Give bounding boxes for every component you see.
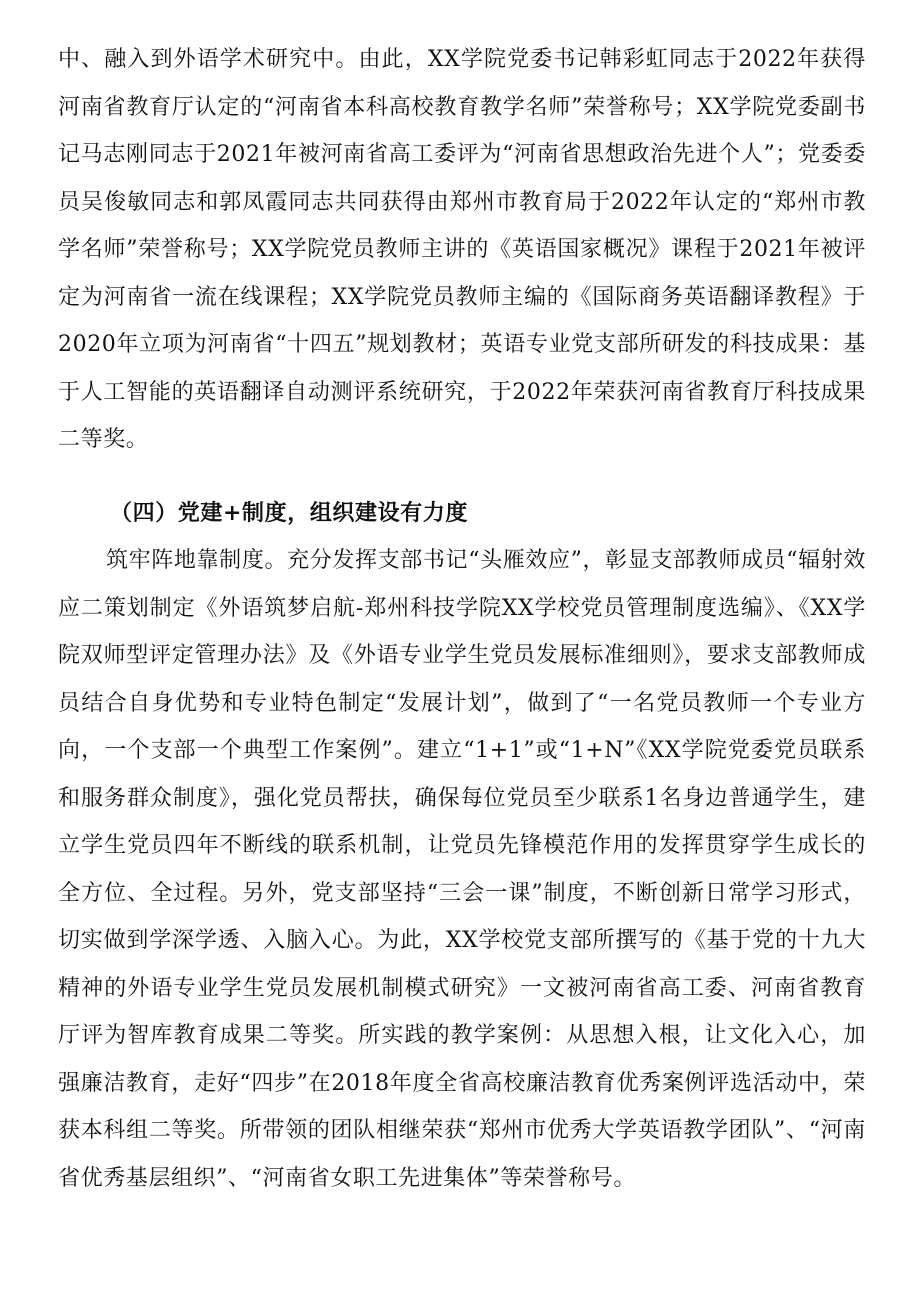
section-heading: （四）党建+制度，组织建设有力度 <box>110 500 469 526</box>
body-paragraph-1: 中、融入到外语学术研究中。由此，XX学院党委书记韩彩虹同志于2022年获得河南省教育厅认定的“河南省本科高校教育教学名师”荣誉称号；XX学院党委副书记马志刚同志于2021年被河南省高工委评为“河南省思想政治先进个人”；党委委员吴俊敏同志和郭凤霞同志共同获得由郑州市教育局于2022年认定的“郑州市教学名师”荣誉称号；XX学院党员教师主讲的《英语国家概况》课程于2021年被评定为河南省一流在线课程；XX学院党员教师主编的《国际商务英语翻译教程》于2020年立项为河南省“十四五”规划教材；英语专业党支部所研发的科技成果：基于人工智能的英语翻译自动测评系统研究，于2022年荣获河南省教育厅科技成果二等奖。 <box>58 47 866 452</box>
body-paragraph-2: 筑牢阵地靠制度。充分发挥支部书记“头雁效应”，彰显支部教师成员“辐射效应二策划制定《外语筑梦启航-郑州科技学院XX学校党员管理制度选编》、《XX学院双师型评定管理办法》及《外语专业学生党员发展标准细则》，要求支部教师成员结合自身优势和专业特色制定“发展计划”，做到了“一名党员教师一个专业方向，一个支部一个典型工作案例”。建立“1+1”或“1+N”《XX学院党委党员联系和服务群众制度》，强化党员帮扶，确保每位党员至少联系1名身边普通学生，建立学生党员四年不断线的联系机制，让党员先锋模范作用的发挥贯穿学生成长的全方位、全过程。另外，党支部坚持“三会一课”制度，不断创新日常学习形式，切实做到学深学透、入脑入心。为此，XX学校党支部所撰写的《基于党的十九大精神的外语专业学生党员发展机制模式研究》一文被河南省高工委、河南省教育厅评为智库教育成果二等奖。所实践的教学案例：从思想入根，让文化入心，加强廉洁教育，走好“四步”在2018年度全省高校廉洁教育优秀案例评选活动中，荣获本科组二等奖。所带领的团队相继荣获“郑州市优秀大学英语教学团队”、“河南省优秀基层组织”、“河南省女职工先进集体”等荣誉称号。 <box>58 548 866 1191</box>
